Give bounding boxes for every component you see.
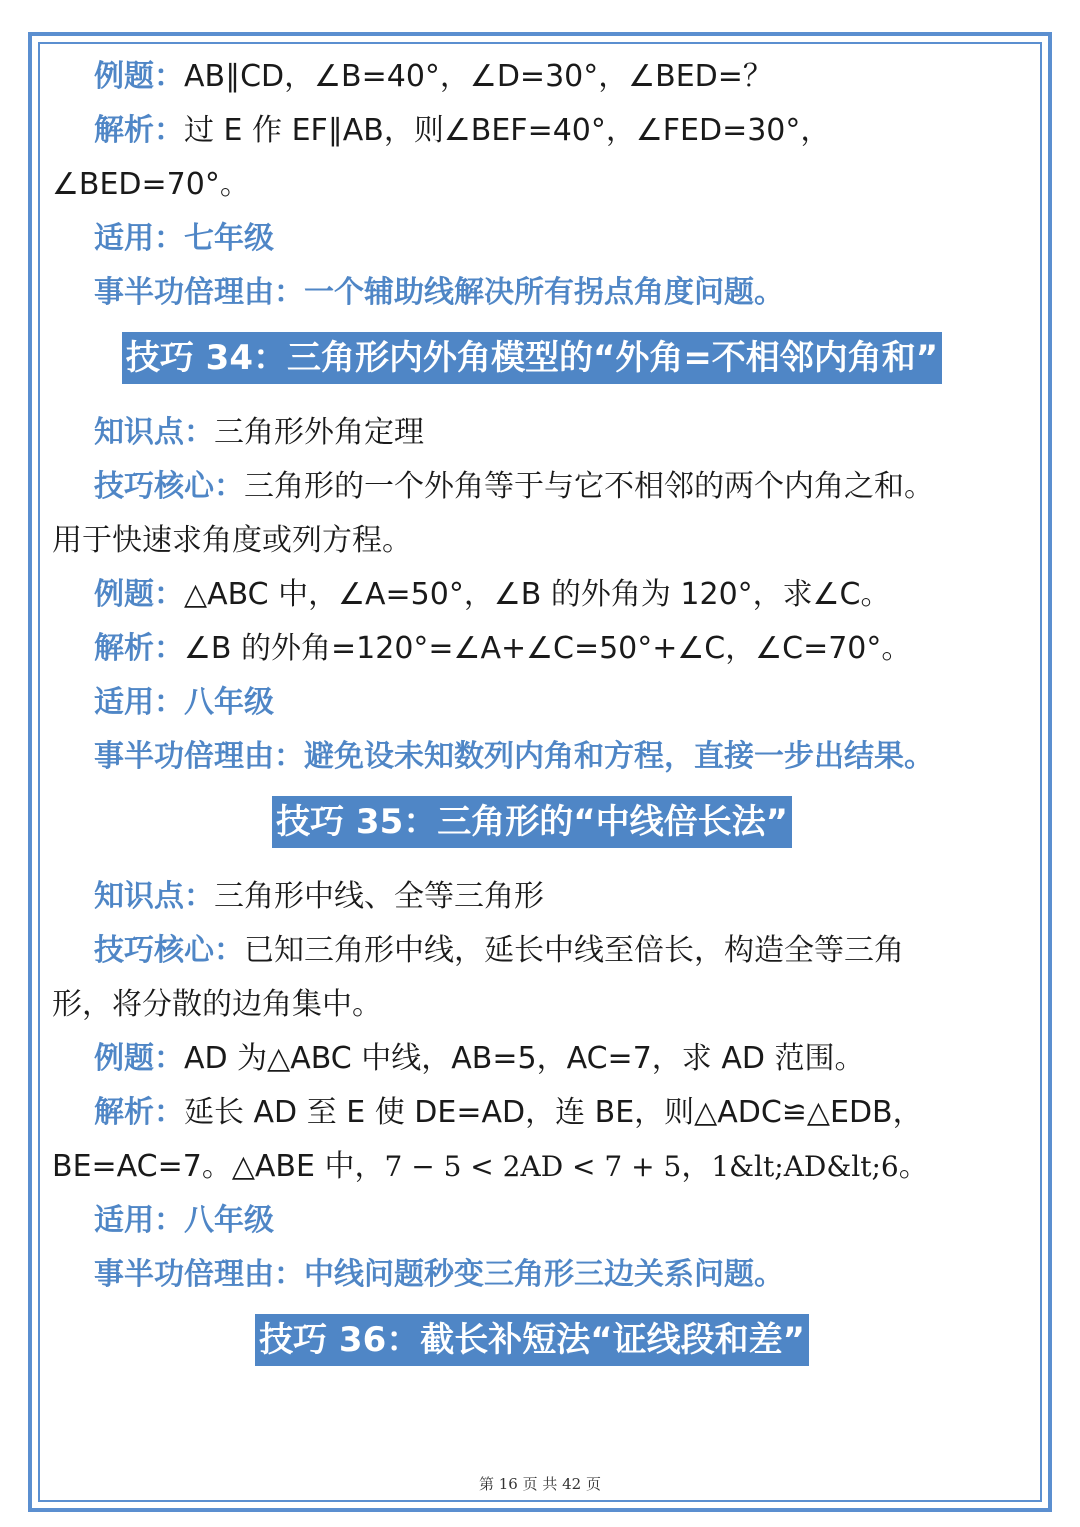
core-label: 技巧核心： [94,469,244,504]
range-math: 1&lt;AD&lt;6 [711,1150,899,1183]
tip33-solution-cont [52,158,1012,212]
reason-label: 事半功倍理由： [94,739,304,774]
tip34-core [52,460,1012,514]
solution-label: 解析： [94,631,184,666]
reason-text: 避免设未知数列内角和方程，直接一步出结果。 [304,739,934,774]
tip35-grade [52,1194,1012,1248]
tip35-core [52,924,1012,978]
solution-label: 解析： [94,113,184,148]
page-content [52,50,1012,1388]
grade-text: 七年级 [184,221,274,256]
reason-text: 一个辅助线解决所有拐点角度问题。 [304,275,784,310]
solution-text: 延长 AD 至 E 使 DE=AD，连 BE，则△ADC≌△EDB， [184,1095,923,1130]
tip35-heading: 技巧 35：三角形的“中线倍长法” [272,796,792,848]
inequality-math: 7 − 5 < 2AD < 7 + 5 [384,1150,682,1183]
tip35-solution-cont [52,1140,1012,1194]
solution-text: ∠B 的外角=120°=∠A+∠C=50°+∠C，∠C=70°。 [184,631,912,666]
tip34-example [52,568,1012,622]
solution-text-cont: BE=AC=7。△ABE 中， [52,1149,385,1184]
tip34-solution [52,622,1012,676]
knowledge-label: 知识点： [94,879,214,914]
solution-label: 解析： [94,1095,184,1130]
example-label: 例题： [94,1041,184,1076]
tip35-reason [52,1248,1012,1302]
solution-text-cont: ∠BED=70°。 [52,167,250,202]
solution-end: 。 [898,1149,929,1184]
example-label: 例题： [94,59,184,94]
core-text: 已知三角形中线，延长中线至倍长，构造全等三角 [244,933,904,968]
tip33-grade [52,212,1012,266]
tip34-heading: 技巧 34：三角形内外角模型的“外角=不相邻内角和” [122,332,942,384]
knowledge-text: 三角形外角定理 [214,415,424,450]
knowledge-text: 三角形中线、全等三角形 [214,879,544,914]
example-label: 例题： [94,577,184,612]
reason-label: 事半功倍理由： [94,275,304,310]
tip35-solution [52,1086,1012,1140]
tip33-reason [52,266,1012,320]
knowledge-label: 知识点： [94,415,214,450]
tip34-knowledge [52,406,1012,460]
page-footer: 第 16 页 共 42 页 [478,1475,601,1493]
tip35-knowledge [52,870,1012,924]
reason-label: 事半功倍理由： [94,1257,304,1292]
example-text: △ABC 中，∠A=50°，∠B 的外角为 120°，求∠C。 [184,577,891,612]
tip35-core-cont [52,978,1012,1032]
tip34-reason [52,730,1012,784]
tip36-heading: 技巧 36：截长补短法“证线段和差” [255,1314,809,1366]
grade-text: 八年级 [184,685,274,720]
grade-label: 适用： [94,221,184,256]
core-label: 技巧核心： [94,933,244,968]
core-text: 三角形的一个外角等于与它不相邻的两个内角之和。 [244,469,934,504]
tip34-heading-wrap [52,330,1012,406]
example-text: AB∥CD，∠B=40°，∠D=30°，∠BED=？ [184,59,773,94]
tip36-heading-wrap [52,1312,1012,1388]
tip34-core-cont [52,514,1012,568]
tip35-example [52,1032,1012,1086]
core-text-cont: 用于快速求角度或列方程。 [52,523,412,558]
solution-sep: ， [681,1149,712,1184]
core-text-cont: 形，将分散的边角集中。 [52,987,382,1022]
tip33-example [52,50,1012,104]
tip34-grade [52,676,1012,730]
reason-text: 中线问题秒变三角形三边关系问题。 [304,1257,784,1292]
grade-text: 八年级 [184,1203,274,1238]
example-text: AD 为△ABC 中线，AB=5，AC=7，求 AD 范围。 [184,1041,865,1076]
solution-text: 过 E 作 EF∥AB，则∠BEF=40°，∠FED=30°， [184,113,831,148]
tip33-solution [52,104,1012,158]
grade-label: 适用： [94,1203,184,1238]
tip35-heading-wrap [52,794,1012,870]
grade-label: 适用： [94,685,184,720]
